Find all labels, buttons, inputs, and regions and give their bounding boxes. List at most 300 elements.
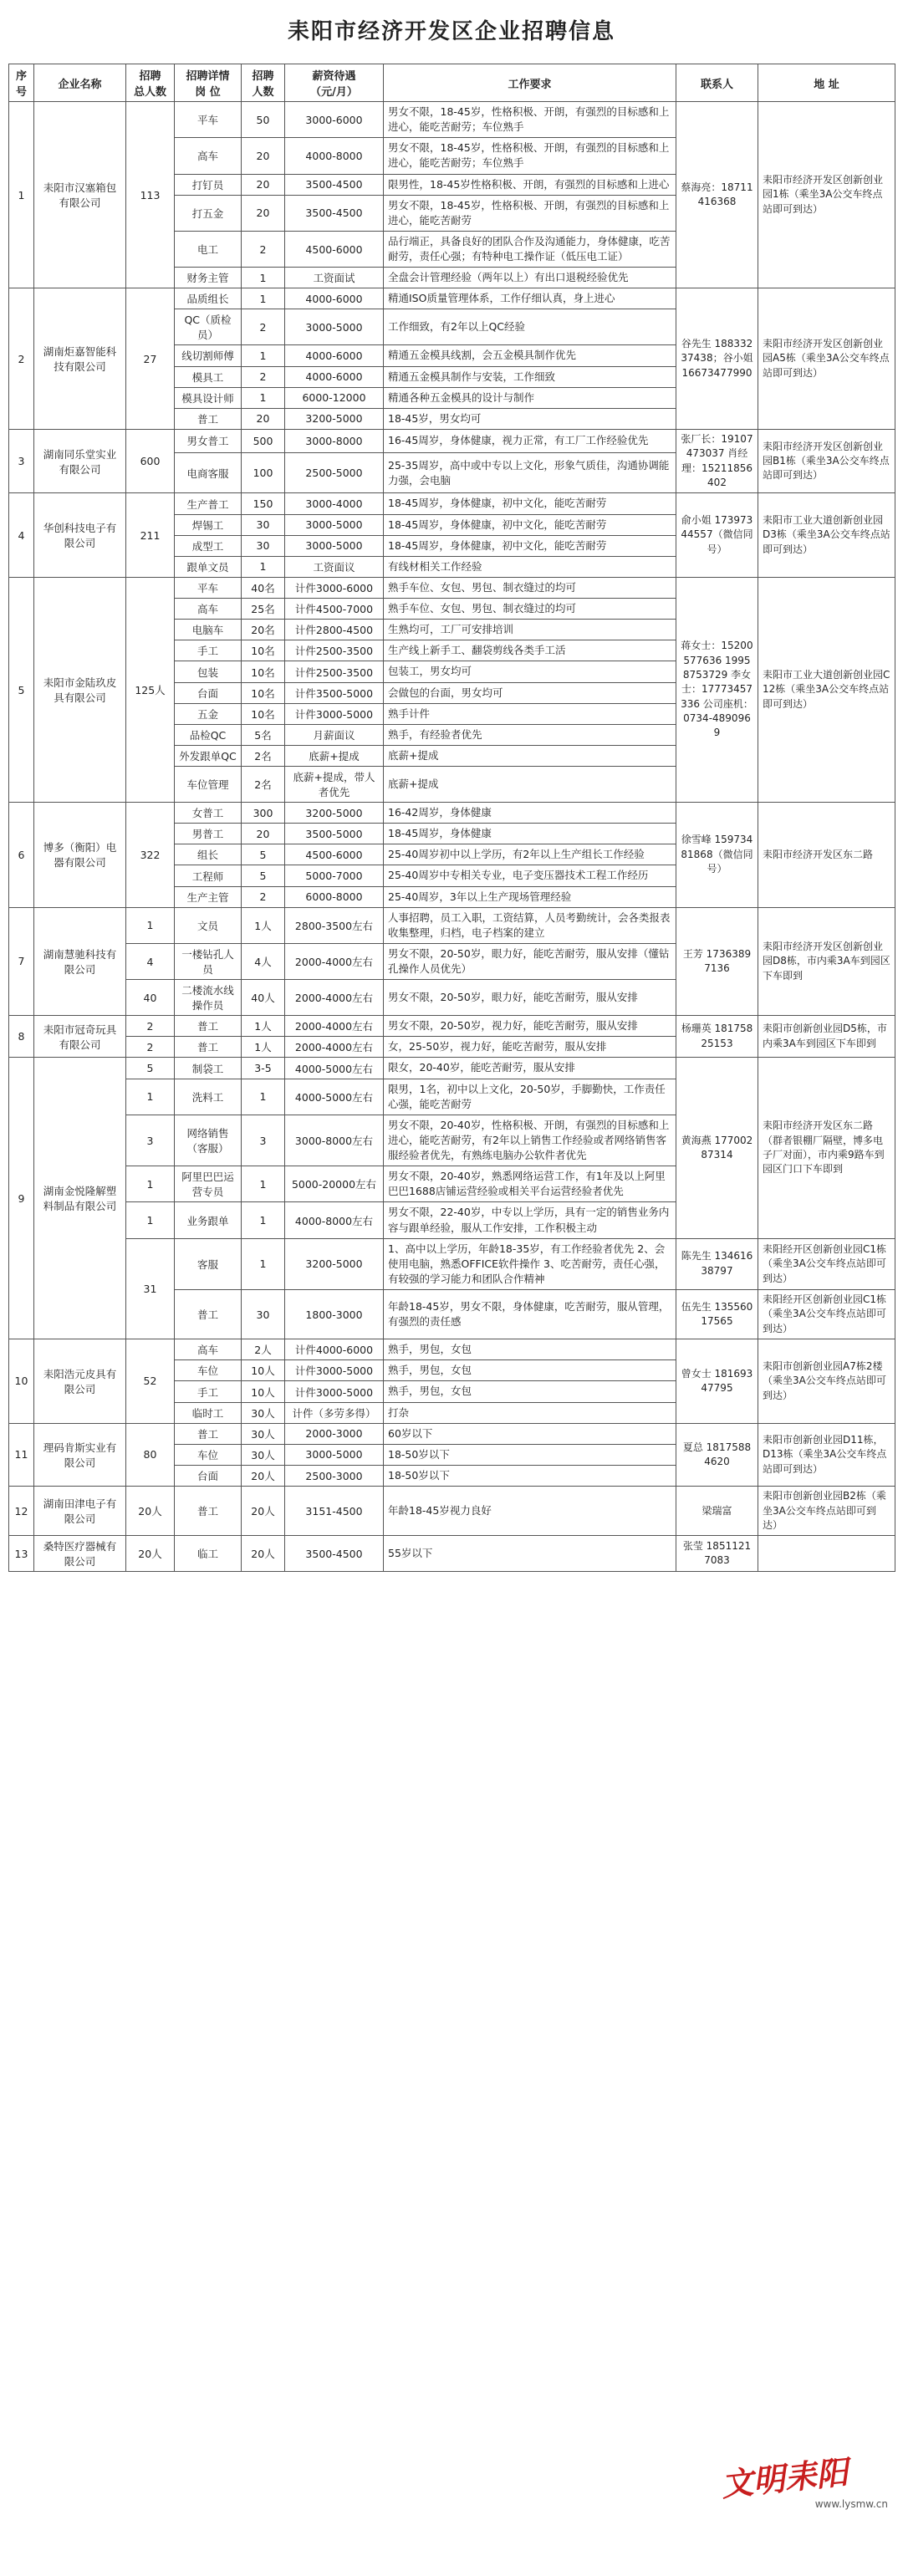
- position-salary: 3200-5000: [285, 803, 384, 824]
- company-seq: 8: [9, 1016, 34, 1058]
- position-count: 2名: [242, 745, 285, 766]
- table-row: [9, 1536, 895, 1572]
- position-count: 1: [242, 288, 285, 309]
- position-count: 30人: [242, 1423, 285, 1444]
- position-count: 10名: [242, 682, 285, 703]
- position-salary: 3000-8000: [285, 429, 384, 452]
- company-address: 耒阳经开区创新创业园C1栋（乘坐3A公交车终点站即可到达）: [758, 1290, 895, 1339]
- company-total: 211: [126, 493, 175, 578]
- position-count: 1: [242, 387, 285, 408]
- position-salary: 3151-4500: [285, 1487, 384, 1536]
- contact-person: 蒋女士：15200577636 19958753729 李女士：17773457336 公司座机：0734-4890969: [676, 577, 758, 802]
- position-total: 1: [126, 907, 175, 943]
- position-name: QC（质检员）: [175, 309, 242, 345]
- position-salary: 3500-4500: [285, 174, 384, 195]
- company-seq: 9: [9, 1058, 34, 1339]
- position-count: 5名: [242, 724, 285, 745]
- position-salary: 底薪+提成，带人者优先: [285, 767, 384, 803]
- position-count: 1: [242, 1079, 285, 1115]
- position-salary: 3500-4500: [285, 195, 384, 231]
- position-salary: 2000-4000左右: [285, 1016, 384, 1037]
- position-name: 手工: [175, 1381, 242, 1402]
- position-name: 普工: [175, 1037, 242, 1058]
- position-name: 男女普工: [175, 429, 242, 452]
- contact-person: 王芳 17363897136: [676, 907, 758, 1016]
- position-salary: 计件3500-5000: [285, 682, 384, 703]
- position-salary: 计件2800-4500: [285, 620, 384, 640]
- company-name: 湖南田津电子有限公司: [34, 1487, 126, 1536]
- company-address: 耒阳市经济开发区东二路（群者银棚厂隔壁，博多电子厂对面），市内乘9路车到园区门口下车即到: [758, 1058, 895, 1238]
- position-name: 一楼钻孔人员: [175, 943, 242, 979]
- table-row: [9, 577, 895, 598]
- position-count: 50: [242, 102, 285, 138]
- table-row: [9, 1016, 895, 1037]
- position-count: 3: [242, 1115, 285, 1166]
- table-row: [9, 288, 895, 309]
- position-name: 普工: [175, 408, 242, 429]
- position-salary: 3000-6000: [285, 102, 384, 138]
- position-requirements: 25-40周岁中专相关专业，电子变压器技术工程工作经历: [384, 865, 676, 886]
- position-requirements: 18-45岁，男女均可: [384, 408, 676, 429]
- position-name: 普工: [175, 1423, 242, 1444]
- position-requirements: 18-50岁以下: [384, 1465, 676, 1486]
- position-name: 工程师: [175, 865, 242, 886]
- position-total: 1: [126, 1079, 175, 1115]
- table-body: [9, 102, 895, 1572]
- position-count: 10人: [242, 1360, 285, 1381]
- company-seq: 6: [9, 803, 34, 908]
- company-address: 耒阳市经济开发区创新创业园D8栋，市内乘3A车到园区下车即到: [758, 907, 895, 1016]
- contact-person: 蔡海亮：18711416368: [676, 102, 758, 288]
- position-salary: 月薪面议: [285, 724, 384, 745]
- position-salary: 2000-4000左右: [285, 980, 384, 1016]
- position-requirements: 限男性，18-45岁性格积极、开朗，有强烈的目标感和上进心: [384, 174, 676, 195]
- position-requirements: 男女不限，20-40岁，性格积极、开朗，有强烈的目标感和上进心，能吃苦耐劳，有2年以上销售工作经验或者网络销售客服经验者优先，有熟练电脑办公软件者优先: [384, 1115, 676, 1166]
- position-count: 2: [242, 886, 285, 907]
- position-salary: 4000-6000: [285, 345, 384, 366]
- position-name: 焊锡工: [175, 514, 242, 535]
- site-watermark: [721, 2451, 888, 2517]
- company-total: 80: [126, 1423, 175, 1486]
- company-total: 322: [126, 803, 175, 908]
- position-count: 20: [242, 195, 285, 231]
- position-requirements: 男女不限，18-45岁，性格积极、开朗，有强烈的目标感和上进心，能吃苦耐劳；车位熟手: [384, 138, 676, 174]
- position-salary: 3200-5000: [285, 408, 384, 429]
- position-requirements: 精通五金模具制作与安装，工作细致: [384, 366, 676, 387]
- position-name: 普工: [175, 1487, 242, 1536]
- position-count: 1: [242, 268, 285, 288]
- contact-person: 梁瑞富: [676, 1487, 758, 1536]
- company-address: 耒阳市创新创业园D11栋，D13栋（乘坐3A公交车终点站即可到达）: [758, 1423, 895, 1486]
- position-count: 10人: [242, 1381, 285, 1402]
- position-count: 1: [242, 1166, 285, 1202]
- company-seq: 1: [9, 102, 34, 288]
- company-name: 耒阳浩元皮具有限公司: [34, 1339, 126, 1424]
- company-total: 113: [126, 102, 175, 288]
- position-name: 洗料工: [175, 1079, 242, 1115]
- position-count: 2: [242, 309, 285, 345]
- company-address: 耒阳市创新创业园B2栋（乘坐3A公交车终点站即可到达）: [758, 1487, 895, 1536]
- position-count: 1: [242, 556, 285, 577]
- position-requirements: 25-35周岁，高中或中专以上文化，形象气质佳，沟通协调能力强，会电脑: [384, 453, 676, 493]
- position-total: 1: [126, 1166, 175, 1202]
- position-name: 文员: [175, 907, 242, 943]
- position-requirements: 生产线上新手工、翻袋剪线各类手工活: [384, 640, 676, 661]
- position-name: 电工: [175, 231, 242, 267]
- position-salary: 计件3000-5000: [285, 1381, 384, 1402]
- position-total: 3: [126, 1115, 175, 1166]
- position-count: 20人: [242, 1536, 285, 1572]
- position-count: 150: [242, 493, 285, 514]
- position-salary: 4500-6000: [285, 844, 384, 865]
- position-count: 20: [242, 138, 285, 174]
- position-salary: 2500-3000: [285, 1465, 384, 1486]
- company-seq: 12: [9, 1487, 34, 1536]
- position-salary: 2800-3500左右: [285, 907, 384, 943]
- watermark-logo: 文明耒阳: [719, 2452, 850, 2504]
- position-salary: 4000-6000: [285, 366, 384, 387]
- position-requirements: 限男，1名，初中以上文化，20-50岁，手脚勤快，工作责任心强，能吃苦耐劳: [384, 1079, 676, 1115]
- company-seq: 7: [9, 907, 34, 1016]
- position-salary: 工资面试: [285, 268, 384, 288]
- company-total: 52: [126, 1339, 175, 1424]
- position-name: 阿里巴巴运营专员: [175, 1166, 242, 1202]
- position-requirements: 男女不限，18-45岁，性格积极、开朗，有强烈的目标感和上进心，能吃苦耐劳: [384, 195, 676, 231]
- position-salary: 3500-4500: [285, 1536, 384, 1572]
- position-count: 10名: [242, 703, 285, 724]
- position-total: 31: [126, 1238, 175, 1339]
- company-seq: 2: [9, 288, 34, 430]
- position-name: 模具工: [175, 366, 242, 387]
- table-row: [9, 1487, 895, 1536]
- position-count: 20: [242, 824, 285, 844]
- company-address: 耒阳市工业大道创新创业园D3栋（乘坐3A公交车终点站即可到达）: [758, 493, 895, 578]
- contact-person: 黄海燕 17700287314: [676, 1058, 758, 1238]
- position-name: 网络销售（客服）: [175, 1115, 242, 1166]
- position-name: 高车: [175, 138, 242, 174]
- position-total: 40: [126, 980, 175, 1016]
- position-name: 台面: [175, 682, 242, 703]
- company-address: 耒阳市经济开发区创新创业园A5栋（乘坐3A公交车终点站即可到达）: [758, 288, 895, 430]
- position-total: 1: [126, 1202, 175, 1238]
- company-seq: 13: [9, 1536, 34, 1572]
- position-salary: 3000-5000: [285, 1444, 384, 1465]
- position-count: 25名: [242, 599, 285, 620]
- position-name: 高车: [175, 1339, 242, 1360]
- header-total: 招聘 总人数: [126, 64, 175, 102]
- position-salary: 4000-6000: [285, 288, 384, 309]
- position-name: 打钉员: [175, 174, 242, 195]
- position-count: 30人: [242, 1402, 285, 1423]
- position-requirements: 55岁以下: [384, 1536, 676, 1572]
- position-salary: 3000-5000: [285, 309, 384, 345]
- position-count: 1人: [242, 1016, 285, 1037]
- company-name: 湖南同乐堂实业有限公司: [34, 429, 126, 493]
- position-requirements: 18-45周岁，身体健康，初中文化，能吃苦耐劳: [384, 514, 676, 535]
- company-total: 600: [126, 429, 175, 493]
- recruitment-table: [8, 64, 895, 1572]
- position-salary: 4500-6000: [285, 231, 384, 267]
- position-count: 100: [242, 453, 285, 493]
- position-requirements: 熟手车位、女包、男包、制衣缝过的均可: [384, 599, 676, 620]
- position-count: 30人: [242, 1444, 285, 1465]
- position-salary: 工资面议: [285, 556, 384, 577]
- position-requirements: 熟手，男包，女包: [384, 1339, 676, 1360]
- header-position: 招聘详情 岗 位: [175, 64, 242, 102]
- position-count: 20人: [242, 1465, 285, 1486]
- position-count: 10名: [242, 661, 285, 682]
- position-salary: 2500-5000: [285, 453, 384, 493]
- position-count: 30: [242, 535, 285, 556]
- header-company: 企业名称: [34, 64, 126, 102]
- position-salary: 底薪+提成: [285, 745, 384, 766]
- position-name: 车位: [175, 1360, 242, 1381]
- contact-person: 俞小姐 17397344557（微信同号）: [676, 493, 758, 578]
- company-address: 耒阳市工业大道创新创业园C12栋（乘坐3A公交车终点站即可到达）: [758, 577, 895, 802]
- position-requirements: 16-45周岁，身体健康，视力正常，有工厂工作经验优先: [384, 429, 676, 452]
- position-requirements: 男女不限，20-50岁，眼力好，能吃苦耐劳，服从安排（懂钻孔操作人员优先）: [384, 943, 676, 979]
- table-row: [9, 1058, 895, 1079]
- table-row: [9, 907, 895, 943]
- position-count: 2: [242, 231, 285, 267]
- position-count: 10名: [242, 640, 285, 661]
- table-row: [9, 803, 895, 824]
- position-requirements: 会做包的台面，男女均可: [384, 682, 676, 703]
- position-requirements: 男女不限，20-50岁，视力好，能吃苦耐劳，服从安排: [384, 1016, 676, 1037]
- table-header-row: [9, 64, 895, 102]
- position-salary: 3200-5000: [285, 1238, 384, 1289]
- position-count: 2: [242, 366, 285, 387]
- position-count: 20: [242, 408, 285, 429]
- contact-person: 张厂长：19107473037 肖经理：15211856402: [676, 429, 758, 493]
- position-salary: 2000-4000左右: [285, 943, 384, 979]
- position-requirements: 18-45周岁，身体健康，初中文化，能吃苦耐劳: [384, 493, 676, 514]
- position-requirements: 品行端正，具备良好的团队合作及沟通能力，身体健康，吃苦耐劳，责任心强；有特种电工操作证（低压电工证）: [384, 231, 676, 267]
- contact-person: 曾女士 18169347795: [676, 1339, 758, 1424]
- position-name: 台面: [175, 1465, 242, 1486]
- position-name: 临时工: [175, 1402, 242, 1423]
- contact-person: 杨珊英 18175825153: [676, 1016, 758, 1058]
- position-name: 高车: [175, 599, 242, 620]
- position-requirements: 年龄18-45岁，男女不限，身体健康，吃苦耐劳，服从管理，有强烈的责任感: [384, 1290, 676, 1339]
- position-requirements: 男女不限，22-40岁，中专以上学历，具有一定的销售业务内容与跟单经验，服从工作安排，工作积极主动: [384, 1202, 676, 1238]
- position-requirements: 有线材相关工作经验: [384, 556, 676, 577]
- position-name: 生产主管: [175, 886, 242, 907]
- position-salary: 计件2500-3500: [285, 661, 384, 682]
- table-row: [9, 1339, 895, 1360]
- position-name: 组长: [175, 844, 242, 865]
- table-row: [9, 102, 895, 138]
- position-requirements: 打杂: [384, 1402, 676, 1423]
- position-salary: 6000-8000: [285, 886, 384, 907]
- company-total: 27: [126, 288, 175, 430]
- company-name: 华创科技电子有限公司: [34, 493, 126, 578]
- position-name: 临工: [175, 1536, 242, 1572]
- company-name: 湖南炬嘉智能科技有限公司: [34, 288, 126, 430]
- header-requirements: 工作要求: [384, 64, 676, 102]
- position-requirements: 60岁以下: [384, 1423, 676, 1444]
- position-name: 女普工: [175, 803, 242, 824]
- position-salary: 3000-8000左右: [285, 1115, 384, 1166]
- position-requirements: 男女不限，20-40岁，熟悉网络运营工作，有1年及以上阿里巴巴1688店铺运营经验或相关平台运营经验者优先: [384, 1166, 676, 1202]
- position-total: 5: [126, 1058, 175, 1079]
- position-requirements: 熟手车位、女包、男包、制衣缝过的均可: [384, 577, 676, 598]
- company-name: 博多（衡阳）电器有限公司: [34, 803, 126, 908]
- position-salary: 4000-5000左右: [285, 1058, 384, 1079]
- position-count: 30: [242, 514, 285, 535]
- company-seq: 11: [9, 1423, 34, 1486]
- position-count: 40名: [242, 577, 285, 598]
- position-count: 1: [242, 345, 285, 366]
- company-address: 耒阳市经济开发区东二路: [758, 803, 895, 908]
- position-name: 客服: [175, 1238, 242, 1289]
- position-name: 线切割师傅: [175, 345, 242, 366]
- company-total: 20人: [126, 1536, 175, 1572]
- company-name: 耒阳市冠奇玩具有限公司: [34, 1016, 126, 1058]
- position-count: 20: [242, 174, 285, 195]
- position-count: 20人: [242, 1487, 285, 1536]
- header-salary: 薪资待遇 （元/月）: [285, 64, 384, 102]
- position-requirements: 25-40周岁初中以上学历，有2年以上生产组长工作经验: [384, 844, 676, 865]
- position-salary: 计件3000-5000: [285, 1360, 384, 1381]
- watermark-url: www.lysmw.cn: [814, 2498, 888, 2510]
- header-count: 招聘 人数: [242, 64, 285, 102]
- position-name: 生产普工: [175, 493, 242, 514]
- contact-person: 陈先生 13461638797: [676, 1238, 758, 1289]
- position-count: 3-5: [242, 1058, 285, 1079]
- position-requirements: 18-45周岁，身体健康，初中文化，能吃苦耐劳: [384, 535, 676, 556]
- position-name: 电脑车: [175, 620, 242, 640]
- position-requirements: 熟手，有经验者优先: [384, 724, 676, 745]
- position-requirements: 全盘会计管理经验（两年以上）有出口退税经验优先: [384, 268, 676, 288]
- position-name: 成型工: [175, 535, 242, 556]
- contact-person: 伍先生 13556017565: [676, 1290, 758, 1339]
- table-row: [9, 493, 895, 514]
- header-seq: 序号: [9, 64, 34, 102]
- company-name: 湖南慧驰科技有限公司: [34, 907, 126, 1016]
- company-name: 耒阳市汉塞箱包有限公司: [34, 102, 126, 288]
- contact-person: 徐雪峰 15973481868（微信同号）: [676, 803, 758, 908]
- position-name: 五金: [175, 703, 242, 724]
- table-row: [9, 1423, 895, 1444]
- position-requirements: 熟手，男包，女包: [384, 1360, 676, 1381]
- table-row: [9, 1238, 895, 1289]
- position-requirements: 熟手，男包，女包: [384, 1381, 676, 1402]
- position-requirements: 1、高中以上学历，年龄18-35岁，有工作经验者优先 2、会使用电脑，熟悉OFFICE软件操作 3、吃苦耐劳，责任心强，有较强的学习能力和团队合作精神: [384, 1238, 676, 1289]
- position-name: 业务跟单: [175, 1202, 242, 1238]
- position-count: 30: [242, 1290, 285, 1339]
- header-contact: 联系人: [676, 64, 758, 102]
- position-name: 品检QC: [175, 724, 242, 745]
- position-salary: 3000-5000: [285, 514, 384, 535]
- position-salary: 4000-5000左右: [285, 1079, 384, 1115]
- contact-person: 谷先生 18833237438；谷小姐 16673477990: [676, 288, 758, 430]
- position-name: 二楼流水线操作员: [175, 980, 242, 1016]
- position-count: 20名: [242, 620, 285, 640]
- position-name: 财务主管: [175, 268, 242, 288]
- position-requirements: 男女不限，20-50岁，眼力好，能吃苦耐劳，服从安排: [384, 980, 676, 1016]
- company-address: 耒阳经开区创新创业园C1栋（乘坐3A公交车终点站即可到达）: [758, 1238, 895, 1289]
- position-salary: 计件3000-5000: [285, 703, 384, 724]
- position-name: 品质组长: [175, 288, 242, 309]
- position-requirements: 工作细致，有2年以上QC经验: [384, 309, 676, 345]
- position-count: 1人: [242, 907, 285, 943]
- position-requirements: 16-42周岁，身体健康: [384, 803, 676, 824]
- position-name: 模具设计师: [175, 387, 242, 408]
- position-total: 2: [126, 1037, 175, 1058]
- company-seq: 5: [9, 577, 34, 802]
- position-count: 2人: [242, 1339, 285, 1360]
- position-requirements: 25-40周岁，3年以上生产现场管理经验: [384, 886, 676, 907]
- position-name: 男普工: [175, 824, 242, 844]
- position-name: 车位: [175, 1444, 242, 1465]
- position-salary: 4000-8000: [285, 138, 384, 174]
- position-requirements: 精通ISO质量管理体系，工作仔细认真，身上进心: [384, 288, 676, 309]
- position-requirements: 人事招聘，员工入职，工资结算，人员考勤统计，会各类报表收集整理，归档，电子档案的建立: [384, 907, 676, 943]
- position-name: 制袋工: [175, 1058, 242, 1079]
- company-name: 理码肯斯实业有限公司: [34, 1423, 126, 1486]
- position-count: 40人: [242, 980, 285, 1016]
- position-requirements: 年龄18-45岁视力良好: [384, 1487, 676, 1536]
- position-count: 300: [242, 803, 285, 824]
- company-name: 耒阳市金陆玖皮具有限公司: [34, 577, 126, 802]
- position-salary: 计件3000-6000: [285, 577, 384, 598]
- company-seq: 4: [9, 493, 34, 578]
- position-count: 4人: [242, 943, 285, 979]
- position-requirements: 男女不限，18-45岁，性格积极、开朗，有强烈的目标感和上进心，能吃苦耐劳；车位熟手: [384, 102, 676, 138]
- position-requirements: 女，25-50岁，视力好，能吃苦耐劳，服从安排: [384, 1037, 676, 1058]
- position-name: 跟单文员: [175, 556, 242, 577]
- company-address: [758, 1536, 895, 1572]
- position-salary: 计件2500-3500: [285, 640, 384, 661]
- position-name: 平车: [175, 577, 242, 598]
- table-row: [9, 429, 895, 452]
- position-count: 2名: [242, 767, 285, 803]
- position-count: 1人: [242, 1037, 285, 1058]
- position-name: 车位管理: [175, 767, 242, 803]
- position-requirements: 18-50岁以下: [384, 1444, 676, 1465]
- position-requirements: 18-45周岁，身体健康: [384, 824, 676, 844]
- position-count: 1: [242, 1238, 285, 1289]
- position-requirements: 限女，20-40岁，能吃苦耐劳，服从安排: [384, 1058, 676, 1079]
- position-salary: 6000-12000: [285, 387, 384, 408]
- position-salary: 计件4000-6000: [285, 1339, 384, 1360]
- position-count: 5: [242, 844, 285, 865]
- position-salary: 4000-8000左右: [285, 1202, 384, 1238]
- company-seq: 3: [9, 429, 34, 493]
- position-salary: 计件（多劳多得）: [285, 1402, 384, 1423]
- position-name: 平车: [175, 102, 242, 138]
- position-salary: 3000-5000: [285, 535, 384, 556]
- position-name: 打五金: [175, 195, 242, 231]
- position-count: 5: [242, 865, 285, 886]
- position-requirements: 精通五金模具线割，会五金模具制作优先: [384, 345, 676, 366]
- position-total: 4: [126, 943, 175, 979]
- position-count: 500: [242, 429, 285, 452]
- position-name: 普工: [175, 1016, 242, 1037]
- position-requirements: 熟手计件: [384, 703, 676, 724]
- position-requirements: 包装工，男女均可: [384, 661, 676, 682]
- position-total: 2: [126, 1016, 175, 1037]
- position-salary: 2000-3000: [285, 1423, 384, 1444]
- company-name: 桑特医疗器械有限公司: [34, 1536, 126, 1572]
- position-salary: 计件4500-7000: [285, 599, 384, 620]
- company-total: 125人: [126, 577, 175, 802]
- position-name: 普工: [175, 1290, 242, 1339]
- position-salary: 5000-20000左右: [285, 1166, 384, 1202]
- position-salary: 3000-4000: [285, 493, 384, 514]
- position-salary: 3500-5000: [285, 824, 384, 844]
